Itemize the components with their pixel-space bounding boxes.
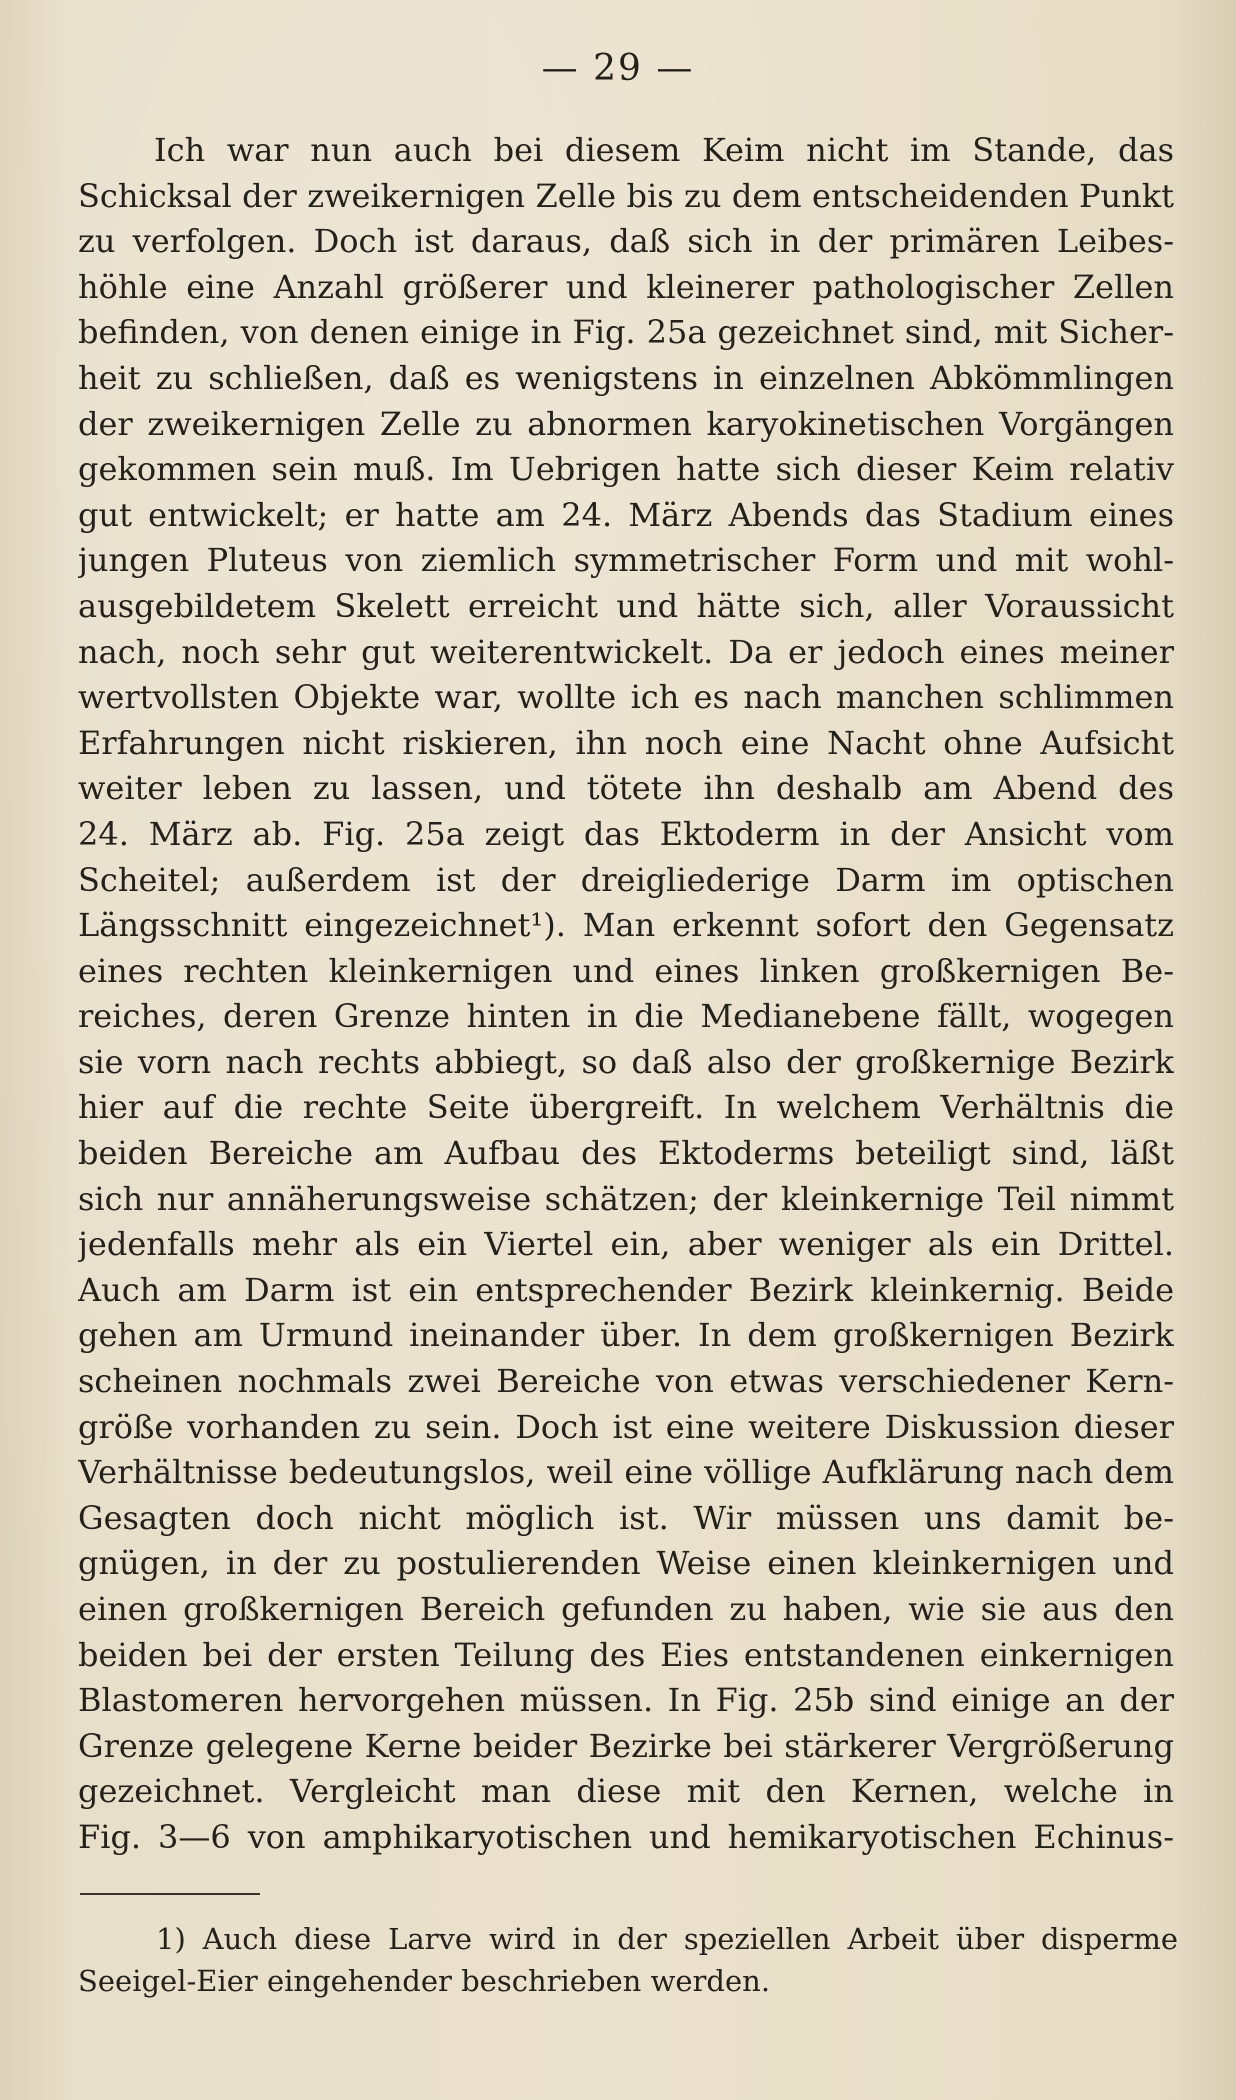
text-line: nach, noch sehr gut weiterentwickelt. Da er jedoch eines meiner — [78, 632, 1174, 671]
text-line: gehen am Urmund ineinander über. In dem großkernigen Bezirk — [78, 1316, 1174, 1355]
text-line: jedenfalls mehr als ein Viertel ein, aber weniger als ein Drittel. — [78, 1225, 1174, 1264]
text-line: Gesagten doch nicht möglich ist. Wir müssen uns damit be- — [78, 1498, 1174, 1537]
text-line: Fig. 3—6 von amphikaryotischen und hemikaryotischen Echinus- — [78, 1817, 1174, 1856]
text-line: Längsschnitt eingezeichnet¹). Man erkennt sofort den Gegensatz — [78, 906, 1174, 945]
text-line: Schicksal der zweikernigen Zelle bis zu dem entscheidenden Punkt — [78, 176, 1174, 215]
text-line: gekommen sein muß. Im Uebrigen hatte sich dieser Keim relativ — [78, 450, 1174, 489]
text-line: Verhältnisse bedeutungslos, weil eine völlige Aufklärung nach dem — [78, 1453, 1174, 1492]
text-line: der zweikernigen Zelle zu abnormen karyokinetischen Vorgängen — [78, 404, 1174, 443]
text-line: hier auf die rechte Seite übergreift. In welchem Verhältnis die — [78, 1088, 1174, 1127]
page-number: — 29 — — [541, 48, 695, 89]
text-line: gezeichnet. Vergleicht man diese mit den Kernen, welche in — [78, 1772, 1174, 1811]
text-line: größe vorhanden zu sein. Doch ist eine weitere Diskussion dieser — [78, 1407, 1174, 1446]
text-line: sich nur annäherungsweise schätzen; der kleinkernige Teil nimmt — [78, 1179, 1174, 1218]
text-line: gnügen, in der zu postulierenden Weise einen kleinkernigen und — [78, 1544, 1174, 1583]
text-line: scheinen nochmals zwei Bereiche von etwas verschiedener Kern- — [78, 1362, 1174, 1401]
text-line: eines rechten kleinkernigen und eines linken großkernigen Be- — [78, 951, 1174, 990]
text-line: gut entwickelt; er hatte am 24. März Abends das Stadium eines — [78, 495, 1174, 534]
text-line: Grenze gelegene Kerne beider Bezirke bei stärkerer Vergrößerung — [78, 1726, 1174, 1765]
text-line: Auch am Darm ist ein entsprechender Bezirk kleinkernig. Beide — [78, 1270, 1174, 1309]
text-line: befinden, von denen einige in Fig. 25a gezeichnet sind, mit Sicher- — [78, 313, 1174, 352]
text-line: beiden bei der ersten Teilung des Eies entstandenen einkernigen — [78, 1635, 1174, 1674]
text-line: beiden Bereiche am Aufbau des Ektoderms beteiligt sind, läßt — [78, 1134, 1174, 1173]
text-line: Scheitel; außerdem ist der dreigliederige Darm im optischen — [78, 860, 1174, 899]
text-line: einen großkernigen Bereich gefunden zu haben, wie sie aus den — [78, 1590, 1174, 1628]
text-line: Ich war nun auch bei diesem Keim nicht im Stande, das — [154, 131, 1174, 169]
footnote-line: 1) Auch diese Larve wird in der speziellen Arbeit über disperme — [156, 1922, 1178, 1956]
text-line: höhle eine Anzahl größerer und kleinerer pathologischer Zellen — [78, 267, 1174, 306]
text-line: zu verfolgen. Doch ist daraus, daß sich in der primären Leibes- — [78, 222, 1174, 261]
text-line: sie vorn nach rechts abbiegt, so daß also der großkernige Bezirk — [78, 1042, 1174, 1081]
footnote-line: Seeigel-Eier eingehender beschrieben werden. — [78, 1964, 771, 1998]
text-line: Blastomeren hervorgehen müssen. In Fig. 25b sind einige an der — [78, 1681, 1174, 1720]
text-line: jungen Pluteus von ziemlich symmetrischer Form und mit wohl- — [78, 541, 1174, 580]
text-line: Erfahrungen nicht riskieren, ihn noch eine Nacht ohne Aufsicht — [78, 723, 1174, 762]
footnote-divider — [80, 1893, 260, 1895]
footnote — [78, 1918, 1178, 2002]
text-line: wertvollsten Objekte war, wollte ich es nach manchen schlimmen — [78, 678, 1174, 717]
text-line: heit zu schließen, daß es wenigstens in einzelnen Abkömmlingen — [78, 358, 1174, 397]
body-paragraph — [78, 128, 1174, 1861]
text-line: weiter leben zu lassen, und tötete ihn deshalb am Abend des — [78, 769, 1174, 808]
text-line: ausgebildetem Skelett erreicht und hätte sich, aller Voraussicht — [78, 586, 1174, 625]
text-line: reiches, deren Grenze hinten in die Medianebene fällt, wogegen — [78, 997, 1174, 1036]
text-line: 24. März ab. Fig. 25a zeigt das Ektoderm in der Ansicht vom — [78, 814, 1174, 853]
